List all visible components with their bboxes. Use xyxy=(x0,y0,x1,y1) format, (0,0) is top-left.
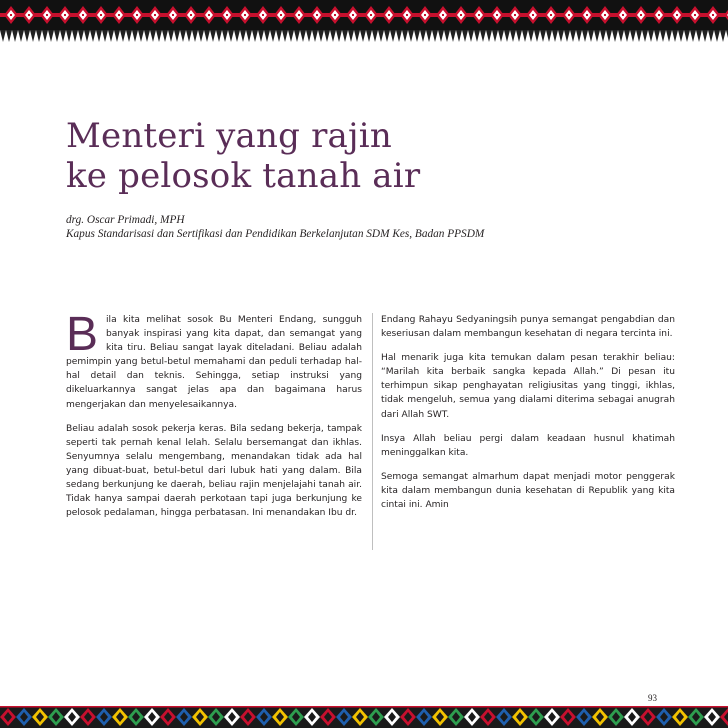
bottom-decorative-border xyxy=(0,706,728,728)
drop-cap: B xyxy=(66,308,99,361)
paragraph: Hal menarik juga kita temukan dalam pesan terakhir beliau: “Marilah kita berbaik sangka kepada Allah.” Di pesan itu terhimpun sikap penghayatan religiusitas yang tinggi, ikhlas, tidak mengeluh, semua yang dialami diterima sebagai anugrah dari Allah SWT. xyxy=(381,353,675,420)
paragraph: Beliau adalah sosok pekerja keras. Bila sedang bekerja, tampak seperti tak pernah kenal lelah. Selalu bersemangat dan ikhlas. Senyumnya selalu mengembang, menandakan tidak ada hal yang dibuat-buat, betul-betul dari lubuk hati yang dalam. Bila sedang berkunjung ke daerah, beliau rajin menjelajahi tanah air. Tidak hanya sampai daerah perkotaan tapi juga berkunjung ke pelosok pedalaman, hingga perbatasan. Ini menandakan Ibu dr. xyxy=(66,423,362,519)
author-block xyxy=(66,213,484,241)
woven-pattern-icon xyxy=(0,706,728,728)
page-number: 93 xyxy=(648,693,657,703)
article-title xyxy=(66,116,420,196)
author-name: drg. Oscar Primadi, MPH xyxy=(66,214,185,226)
paragraph: Endang Rahayu Sedyaningsih punya semangat pengabdian dan keseriusan dalam membangun kesehatan di negara tercinta ini. xyxy=(381,315,675,340)
paragraph xyxy=(66,308,362,412)
author-position: Kapus Standarisasi dan Sertifikasi dan Pendidikan Berkelanjutan SDM Kes, Badan PPSDM xyxy=(66,228,485,240)
rib-pattern-icon xyxy=(0,30,728,52)
top-decorative-border xyxy=(0,0,728,30)
paragraph-text: ila kita melihat sosok Bu Menteri Endang, sungguh banyak inspirasi yang kita dapat, dan semangat yang kita tiru. Beliau sangat layak diteladani. Beliau adalah pemimpin yang betul-betul memahami dan peduli terhadap hal-hal detail dan teknis. Sehingga, setiap instruksi yang dikeluarkannya sangat jelas apa dan bagaimana harus mengerjakan dan menyelesaikannya. xyxy=(66,315,362,410)
article-title-line-2: ke pelosok tanah air xyxy=(66,156,421,196)
column-divider xyxy=(372,313,373,550)
left-column xyxy=(66,308,362,530)
diamond-pattern-icon xyxy=(0,0,728,30)
article-title-line-1: Menteri yang rajin xyxy=(66,116,392,156)
right-column xyxy=(381,313,675,522)
paragraph: Semoga semangat almarhum dapat menjadi motor penggerak kita dalam membangun dunia kesehatan di Republik yang kita cintai ini. Amin xyxy=(381,471,675,511)
top-rib-pattern xyxy=(0,30,728,52)
paragraph: Insya Allah beliau pergi dalam keadaan husnul khatimah meninggalkan kita. xyxy=(381,433,675,458)
